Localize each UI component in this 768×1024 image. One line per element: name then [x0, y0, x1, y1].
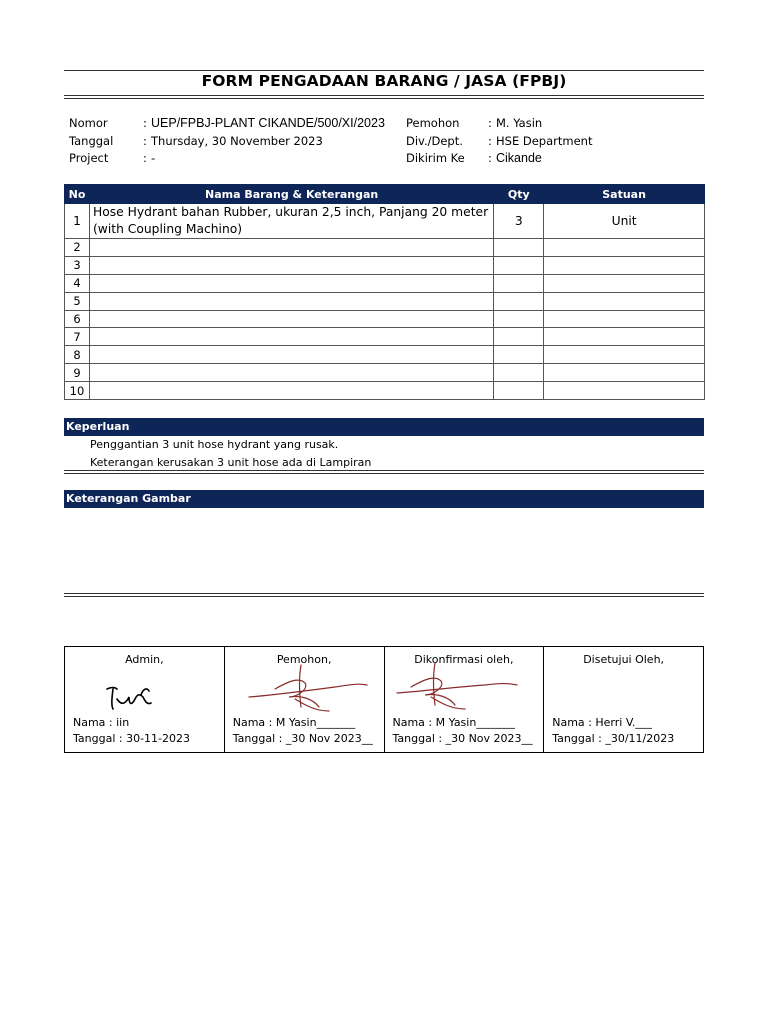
signature-admin-icon [99, 675, 159, 719]
meta-separator: : [143, 116, 147, 130]
cell-qty: 3 [494, 204, 544, 239]
cell-no: 4 [65, 274, 90, 292]
cell-qty [494, 256, 544, 274]
table-row [65, 346, 705, 364]
meta-label: Div./Dept. [406, 133, 463, 148]
meta-right [406, 116, 592, 169]
meta-label: Project [69, 151, 109, 165]
keperluan-header: Keperluan [64, 418, 704, 436]
meta-value-dikirim: Cikande [496, 151, 542, 165]
meta-left [69, 116, 385, 169]
title-top-rule [64, 70, 704, 71]
meta-separator: : [143, 133, 147, 148]
cell-qty [494, 239, 544, 257]
cell-unit [544, 292, 705, 310]
meta-separator: : [488, 151, 492, 165]
cell-desc [89, 256, 493, 274]
keperluan-rule-2 [64, 473, 704, 474]
signature-cell-disetujui [544, 647, 704, 753]
signature-cell-konfirmasi [384, 647, 544, 753]
meta-row-tanggal [69, 134, 385, 152]
meta-value-dept: HSE Department [496, 133, 593, 148]
signature-name: Nama : M Yasin_______ [392, 716, 515, 729]
col-header-nama: Nama Barang & Keterangan [89, 185, 493, 204]
table-row [65, 364, 705, 382]
signature-date: Tanggal : 30-11-2023 [73, 732, 190, 745]
signature-date: Tanggal : _30 Nov 2023__ [232, 732, 373, 745]
title-bottom-rule-2 [64, 98, 704, 99]
cell-desc [89, 346, 493, 364]
meta-label: Nomor [69, 116, 108, 130]
cell-unit [544, 328, 705, 346]
cell-qty [494, 310, 544, 328]
signature-title: Disetujui Oleh, [583, 653, 665, 666]
gambar-rule-2 [64, 596, 704, 597]
cell-desc [89, 310, 493, 328]
cell-unit [544, 239, 705, 257]
cell-no: 6 [65, 310, 90, 328]
signature-table [64, 646, 704, 753]
meta-value-tanggal: Thursday, 30 November 2023 [151, 133, 323, 148]
cell-desc [89, 328, 493, 346]
cell-unit [544, 364, 705, 382]
table-row [65, 274, 705, 292]
cell-qty [494, 364, 544, 382]
cell-unit: Unit [544, 204, 705, 239]
cell-unit [544, 274, 705, 292]
gambar-header: Keterangan Gambar [64, 490, 704, 508]
table-row [65, 382, 705, 400]
cell-qty [494, 274, 544, 292]
meta-row-pemohon [406, 116, 592, 134]
cell-qty [494, 292, 544, 310]
cell-unit [544, 310, 705, 328]
meta-label: Pemohon [406, 116, 460, 130]
gambar-rule-1 [64, 593, 704, 594]
cell-no: 1 [65, 204, 90, 239]
title-bottom-rule-1 [64, 95, 704, 96]
signature-title: Pemohon, [276, 653, 332, 666]
cell-qty [494, 346, 544, 364]
table-row [65, 292, 705, 310]
cell-qty [494, 382, 544, 400]
table-row [65, 310, 705, 328]
cell-desc [89, 239, 493, 257]
cell-unit [544, 382, 705, 400]
cell-qty [494, 328, 544, 346]
keperluan-line-1: Penggantian 3 unit hose hydrant yang rusak. [90, 438, 339, 451]
table-row [65, 204, 705, 239]
meta-row-nomor [69, 116, 385, 134]
meta-value-project: - [151, 151, 156, 165]
signature-date: Tanggal : _30/11/2023 [552, 732, 675, 745]
cell-no: 10 [65, 382, 90, 400]
meta-row-project [69, 151, 385, 169]
cell-desc [89, 274, 493, 292]
meta-separator: : [488, 116, 492, 130]
items-table [64, 184, 705, 400]
col-header-qty: Qty [494, 185, 544, 204]
cell-no: 3 [65, 256, 90, 274]
keperluan-line-2: Keterangan kerusakan 3 unit hose ada di Lampiran [90, 456, 372, 469]
meta-row-dikirim [406, 151, 592, 169]
table-row [65, 256, 705, 274]
cell-no: 2 [65, 239, 90, 257]
cell-desc [89, 364, 493, 382]
meta-label: Dikirim Ke [406, 151, 465, 165]
table-row [65, 239, 705, 257]
table-row [65, 328, 705, 346]
signature-title: Admin, [125, 653, 164, 666]
cell-no: 9 [65, 364, 90, 382]
signature-konfirmasi-icon [395, 659, 519, 719]
cell-desc: Hose Hydrant bahan Rubber, ukuran 2,5 inch, Panjang 20 meter (with Coupling Machino) [89, 204, 493, 239]
signature-name: Nama : iin [73, 716, 130, 729]
signature-name: Nama : Herri V.___ [552, 716, 652, 729]
form-title: FORM PENGADAAN BARANG / JASA (FPBJ) [201, 72, 567, 90]
cell-unit [544, 346, 705, 364]
col-header-satuan: Satuan [544, 185, 705, 204]
meta-value-pemohon: M. Yasin [496, 116, 543, 130]
signature-pemohon-icon [245, 661, 369, 721]
table-header-row [65, 185, 705, 204]
meta-label: Tanggal [69, 133, 114, 148]
meta-separator: : [143, 151, 147, 165]
signature-title: Dikonfirmasi oleh, [414, 653, 514, 666]
meta-separator: : [488, 133, 492, 148]
meta-row-dept [406, 134, 592, 152]
cell-no: 5 [65, 292, 90, 310]
cell-desc [89, 382, 493, 400]
col-header-no: No [65, 185, 90, 204]
signature-name: Nama : M Yasin_______ [232, 716, 356, 729]
signature-date: Tanggal : _30 Nov 2023__ [392, 732, 533, 745]
cell-desc [89, 292, 493, 310]
cell-unit [544, 256, 705, 274]
keperluan-rule-1 [64, 470, 704, 471]
signature-cell-admin [65, 647, 225, 753]
signature-cell-pemohon [224, 647, 384, 753]
meta-value-nomor: UEP/FPBJ-PLANT CIKANDE/500/XI/2023 [151, 116, 385, 130]
cell-no: 8 [65, 346, 90, 364]
cell-no: 7 [65, 328, 90, 346]
